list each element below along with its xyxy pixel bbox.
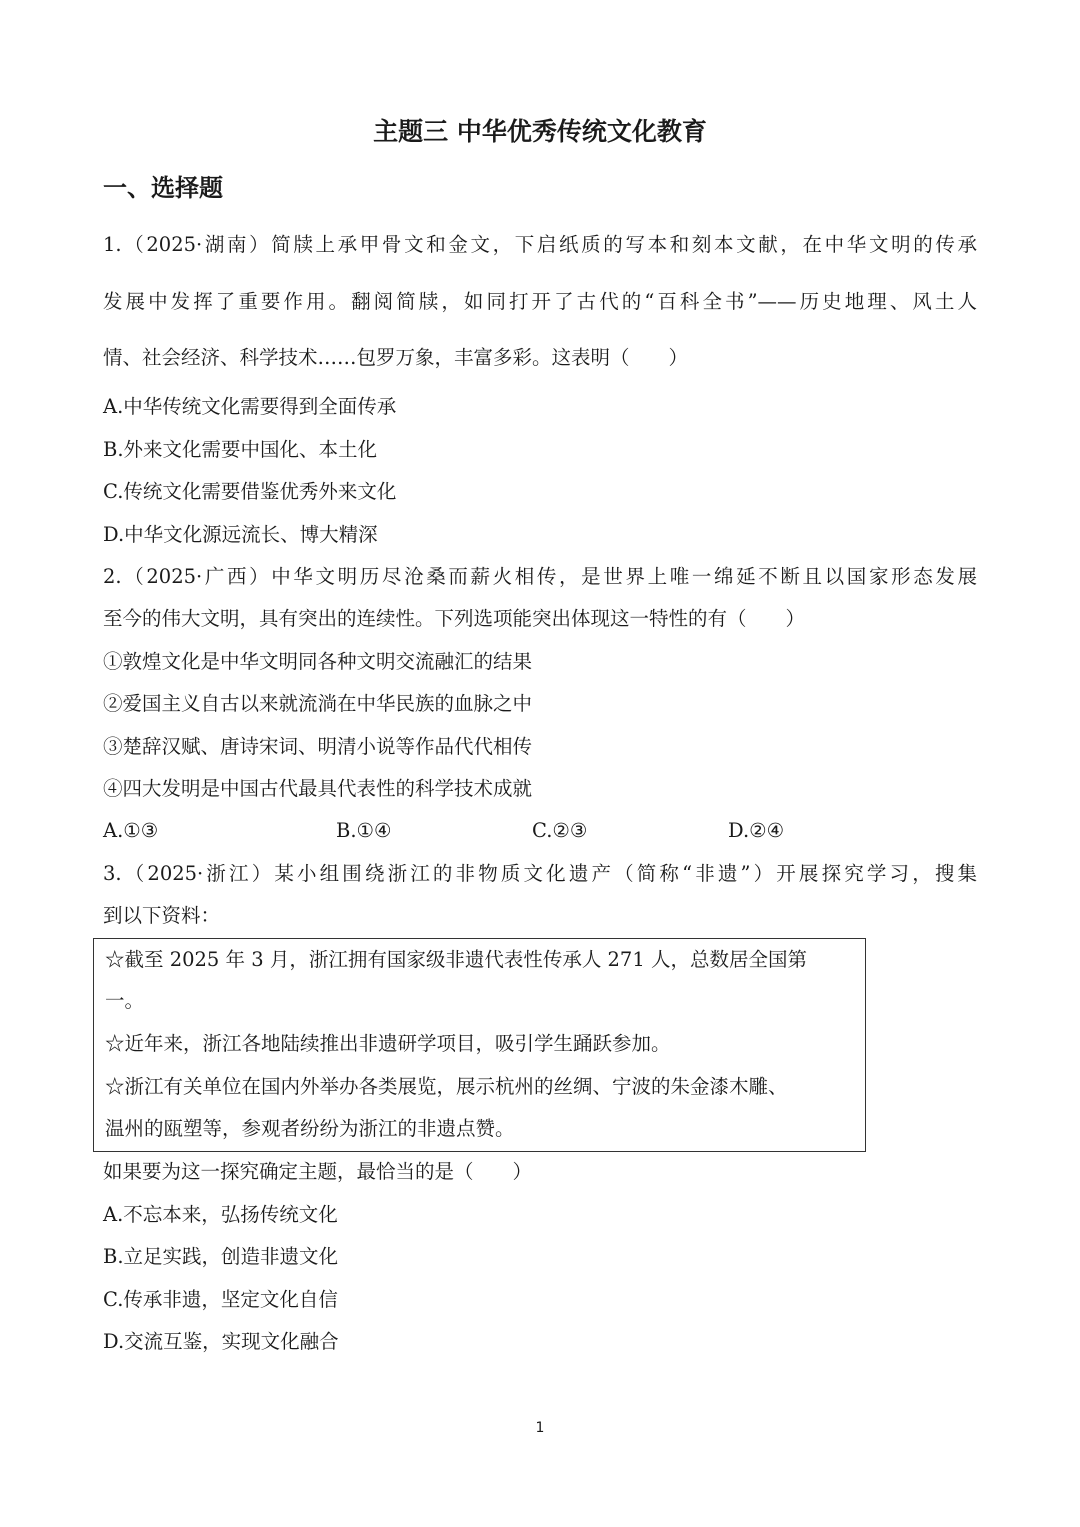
question-2-statement: ④四大发明是中国古代最具代表性的科学技术成就 [103,777,533,800]
question-2-statement: ①敦煌文化是中华文明同各种文明交流融汇的结果 [103,650,533,673]
question-3-option-d: D.交流互鉴，实现文化融合 [103,1330,339,1353]
question-2-option-d: D.②④ [728,819,785,842]
question-3-option-b: B.立足实践，创造非遗文化 [103,1245,339,1268]
material-line: 一。 [105,989,145,1012]
section-heading: 一、选择题 [103,174,223,202]
question-1-option-d: D.中华文化源远流长、博大精深 [103,523,378,546]
question-3-option-c: C.传承非遗，坚定文化自信 [103,1288,338,1311]
material-line: ☆浙江有关单位在国内外举办各类展览，展示杭州的丝绸、宁波的朱金漆木雕、 [105,1075,788,1098]
question-1-stem-line: 1.（2025·湖南）简牍上承甲骨文和金文，下启纸质的写本和刻本文献，在中华文明的传承 [103,233,977,256]
question-2-option-c: C.②③ [532,819,588,842]
question-3-stem-line: 3.（2025·浙江）某小组围绕浙江的非物质文化遗产（简称“非遗”）开展探究学习，搜集 [103,862,977,885]
material-box [93,938,866,1152]
material-line: ☆近年来，浙江各地陆续推出非遗研学项目，吸引学生踊跃参加。 [105,1032,671,1055]
question-3-prompt: 如果要为这一探究确定主题，最恰当的是（ ） [103,1160,533,1183]
question-2-stem-line: 至今的伟大文明，具有突出的连续性。下列选项能突出体现这一特性的有（ ） [103,607,806,630]
question-2-option-b: B.①④ [336,819,392,842]
question-2-stem-line: 2.（2025·广西）中华文明历尽沧桑而薪火相传，是世界上唯一绵延不断且以国家形态发展 [103,565,977,588]
question-3-stem-line: 到以下资料： [103,904,221,927]
page-number: 1 [535,1420,545,1436]
material-line: 温州的瓯塑等，参观者纷纷为浙江的非遗点赞。 [105,1117,515,1140]
question-1-option-b: B.外来文化需要中国化、本土化 [103,438,378,461]
question-2-statement: ②爱国主义自古以来就流淌在中华民族的血脉之中 [103,692,533,715]
question-1-option-a: A.中华传统文化需要得到全面传承 [103,395,397,418]
question-2-option-a: A.①③ [103,819,159,842]
question-3-option-a: A.不忘本来，弘扬传统文化 [103,1203,338,1226]
question-1-stem-line: 情、社会经济、科学技术……包罗万象，丰富多彩。这表明（ ） [103,346,689,369]
question-1-stem-line: 发展中发挥了重要作用。翻阅简牍，如同打开了古代的“百科全书”——历史地理、风土人 [103,290,977,313]
question-2-options-row [103,816,903,846]
material-line: ☆截至 2025 年 3 月，浙江拥有国家级非遗代表性传承人 271 人，总数居全国第 [105,948,807,971]
document-title: 主题三 中华优秀传统文化教育 [373,117,707,146]
question-1-option-c: C.传统文化需要借鉴优秀外来文化 [103,480,397,503]
question-2-statement: ③楚辞汉赋、唐诗宋词、明清小说等作品代代相传 [103,735,533,758]
